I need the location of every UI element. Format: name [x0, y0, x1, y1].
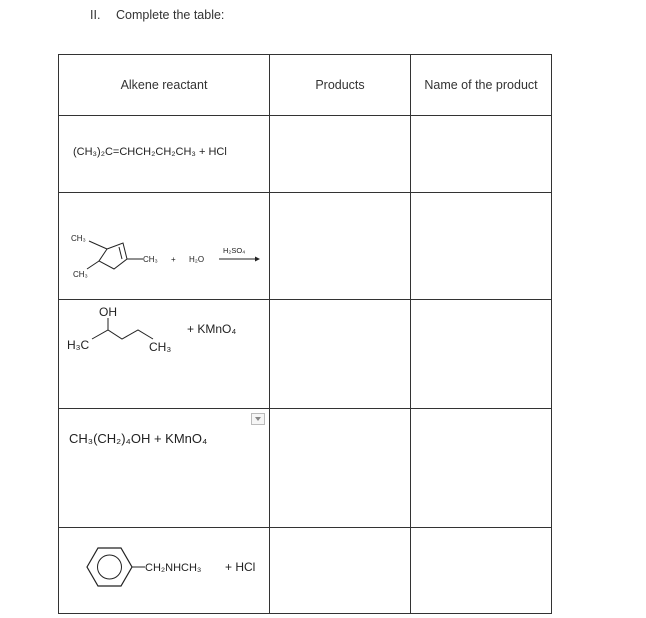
reactant-formula: CH₃(CH₂)₄OH + KMnO₄ [69, 431, 208, 446]
reactant-cell [59, 193, 270, 300]
methyl-label-top: CH₃ [71, 234, 86, 243]
table-row [59, 193, 552, 300]
product-cell[interactable] [270, 409, 411, 528]
table-row [59, 409, 552, 528]
table-row [59, 528, 552, 614]
product-cell[interactable] [270, 528, 411, 614]
product-name-cell[interactable] [411, 193, 552, 300]
product-cell[interactable] [270, 116, 411, 193]
benzylamine-structure [59, 528, 269, 613]
table-row [59, 300, 552, 409]
reactant-cell [59, 116, 270, 193]
hydroxyl-label: OH [99, 305, 117, 319]
product-name-cell[interactable] [411, 409, 552, 528]
table-row [59, 116, 552, 193]
plus-sign: + [171, 255, 176, 264]
section-number: II. [90, 8, 101, 22]
header-products: Products [270, 55, 411, 116]
header-product-name: Name of the product [411, 55, 552, 116]
product-cell[interactable] [270, 300, 411, 409]
catalyst-label: H₂SO₄ [223, 246, 246, 255]
section-heading [90, 8, 224, 22]
reactant-cell [59, 300, 270, 409]
methyl-bond [89, 241, 107, 249]
carbon-chain-bond [92, 330, 153, 339]
methyl-label-right: CH₃ [149, 340, 172, 354]
reagent-label: + HCl [225, 560, 256, 574]
reactant-cell [59, 528, 270, 614]
methyl-label-bottom: CH₃ [73, 270, 88, 279]
arrow-head [255, 257, 260, 262]
product-name-cell[interactable] [411, 528, 552, 614]
methyl-label-left: H₃C [67, 338, 90, 352]
methyl-label-side: CH₃ [143, 255, 158, 264]
reagent-label: + KMnO₄ [187, 322, 237, 336]
reactant-formula: (CH₃)₂C=CHCH₂CH₂CH₃ + HCl [73, 146, 227, 158]
product-cell[interactable] [270, 193, 411, 300]
reactant-cell [59, 409, 270, 528]
water-label: H₂O [189, 255, 205, 264]
double-bond [119, 247, 122, 259]
product-name-cell[interactable] [411, 116, 552, 193]
header-row [59, 55, 552, 116]
header-alkene-reactant: Alkene reactant [59, 55, 270, 116]
reaction-table [58, 54, 552, 614]
pentanol-skeletal-structure [59, 300, 269, 408]
section-instruction: Complete the table: [116, 8, 225, 22]
cyclopentene-structure [59, 193, 269, 299]
benzene-ring [87, 548, 132, 586]
product-name-cell[interactable] [411, 300, 552, 409]
methyl-bond [87, 261, 99, 269]
substituent-label: CH₂NHCH₃ [145, 562, 202, 574]
chevron-down-icon[interactable] [251, 413, 265, 425]
aromatic-circle [98, 555, 122, 579]
